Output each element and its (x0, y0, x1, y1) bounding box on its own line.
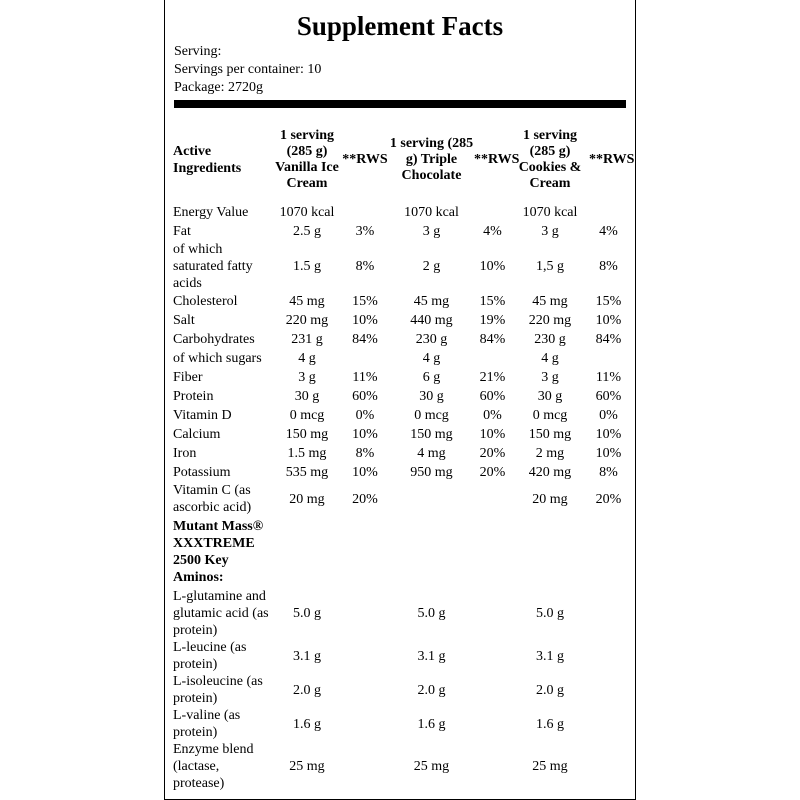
triple-chocolate-amount: 3 g (422, 224, 441, 239)
cookies-cream-rws: 0% (599, 408, 618, 423)
triple-chocolate-rws: 4% (483, 224, 502, 239)
nutrient-name: Salt (173, 313, 195, 328)
vanilla-amount: 231 g (291, 332, 323, 347)
amino-row (173, 707, 628, 741)
vanilla-rws (341, 349, 389, 368)
nutrient-name: Fiber (173, 370, 203, 385)
triple-chocolate-amino-amount: 25 mg (413, 759, 450, 774)
vanilla-rws: 3% (355, 224, 375, 239)
triple-chocolate-column-header: 1 serving (285 g) Triple Chocolate (389, 135, 474, 183)
cookies-cream-amount: 3 g (541, 370, 559, 385)
empty-cell (341, 673, 389, 707)
vanilla-rws: 0% (355, 408, 375, 423)
triple-chocolate-rws: 20% (479, 446, 506, 461)
triple-chocolate-amount: 30 g (419, 389, 444, 404)
nutrient-row (173, 241, 628, 292)
amino-heading: Mutant Mass® XXXTREME 2500 Key Aminos: (173, 519, 264, 585)
column-header-row (173, 116, 628, 203)
triple-chocolate-amount: 950 mg (410, 465, 453, 480)
cookies-cream-rws: 11% (595, 370, 622, 385)
cookies-cream-amount: 30 g (537, 389, 563, 404)
nutrient-row (173, 311, 628, 330)
empty-cell (341, 707, 389, 741)
vanilla-amount: 3 g (298, 370, 316, 385)
nutrient-name: Carbohydrates (173, 332, 255, 347)
nutrient-row (173, 330, 628, 349)
cookies-cream-amount: 45 mg (532, 294, 568, 309)
cookies-cream-amount: 4 g (541, 351, 559, 366)
triple-chocolate-amount (389, 482, 474, 516)
nutrient-name: Cholesterol (173, 294, 238, 309)
triple-chocolate-amount: 150 mg (410, 427, 453, 442)
triple-chocolate-rws: 0% (483, 408, 502, 423)
nutrient-name: Calcium (173, 427, 221, 442)
empty-cell (474, 639, 511, 673)
cookies-cream-amount: 1,5 g (536, 259, 564, 274)
vanilla-amount: 20 mg (289, 491, 325, 507)
supplement-facts-panel (164, 0, 636, 800)
triple-chocolate-rws: 10% (479, 427, 506, 442)
cookies-cream-amount: 220 mg (528, 313, 572, 328)
vanilla-amount: 1070 kcal (279, 205, 335, 220)
amino-name: L-isoleucine (as protein) (173, 674, 263, 706)
triple-chocolate-amount: 4 g (422, 351, 441, 366)
triple-chocolate-rws: 84% (479, 332, 506, 347)
nutrient-row (173, 406, 628, 425)
nutrient-rows (173, 203, 628, 516)
amino-row (173, 673, 628, 707)
triple-chocolate-rws: 20% (479, 465, 506, 480)
vanilla-amino-amount: 1.6 g (293, 716, 321, 732)
cookies-cream-rws: 60% (595, 389, 622, 404)
nutrient-name: Fat (173, 224, 191, 239)
empty-cell (474, 673, 511, 707)
vanilla-rws: 15% (352, 294, 378, 309)
vanilla-rws: 10% (352, 427, 378, 442)
cookies-cream-rws (589, 203, 628, 222)
triple-chocolate-amount: 4 mg (417, 446, 446, 461)
triple-chocolate-amount: 0 mcg (414, 408, 449, 423)
amino-row (173, 741, 628, 792)
cookies-cream-amount: 2 mg (535, 446, 565, 461)
cookies-cream-amino-amount: 2.0 g (536, 682, 564, 698)
vanilla-rws: 60% (352, 389, 378, 404)
triple-chocolate-amino-amount: 1.6 g (417, 716, 446, 732)
nutrient-name: Iron (173, 446, 197, 461)
nutrient-name: Energy Value (173, 205, 249, 220)
cookies-cream-amount: 20 mg (532, 491, 568, 507)
nutrient-name: of which saturated fatty acids (173, 242, 253, 291)
cookies-cream-rws: 84% (595, 332, 622, 347)
triple-chocolate-amount: 1070 kcal (404, 205, 459, 220)
triple-chocolate-rws: 60% (479, 389, 506, 404)
cookies-cream-column-header: 1 serving (285 g) Cookies & Cream (518, 127, 582, 191)
nutrient-row (173, 292, 628, 311)
vanilla-amount: 2.5 g (293, 224, 321, 239)
cookies-cream-rws: 10% (595, 313, 622, 328)
nutrient-row (173, 425, 628, 444)
triple-chocolate-amount: 6 g (422, 370, 441, 385)
cookies-cream-rws: 4% (599, 224, 618, 239)
triple-chocolate-amount: 230 g (415, 332, 448, 347)
nutrient-name: Vitamin C (as ascorbic acid) (173, 483, 252, 515)
nutrient-row (173, 203, 628, 222)
vanilla-amino-amount: 3.1 g (293, 648, 321, 664)
servings-per-container: Servings per container: 10 (174, 62, 322, 77)
triple-chocolate-rws: 15% (479, 294, 506, 309)
amino-name: Enzyme blend (lactase, protease) (173, 742, 254, 791)
triple-chocolate-amino-amount: 2.0 g (417, 682, 446, 698)
cookies-cream-amount: 0 mcg (532, 408, 568, 423)
cookies-cream-amount: 3 g (541, 224, 559, 239)
cookies-cream-amount: 150 mg (528, 427, 572, 442)
triple-chocolate-amount: 45 mg (413, 294, 450, 309)
amino-name: L-glutamine and glutamic acid (as protein) (173, 589, 269, 638)
amino-name: L-leucine (as protein) (173, 640, 247, 672)
empty-cell (589, 639, 628, 673)
empty-cell (474, 741, 511, 792)
vanilla-amount: 1.5 g (293, 259, 321, 274)
vanilla-rws: 10% (352, 465, 378, 480)
vanilla-rws: 8% (355, 446, 375, 461)
vanilla-amount: 150 mg (285, 427, 329, 442)
vanilla-amount: 220 mg (285, 313, 329, 328)
cookies-cream-amino-amount: 5.0 g (536, 606, 564, 621)
triple-chocolate-rws: 21% (479, 370, 506, 385)
amino-row (173, 588, 628, 639)
cookies-cream-rws: 15% (595, 294, 622, 309)
package-size: Package: 2720g (174, 80, 264, 95)
vanilla-rws: 20% (352, 491, 378, 507)
rws-header-1: **RWS (342, 151, 388, 167)
empty-cell (589, 673, 628, 707)
nutrient-row (173, 387, 628, 406)
header-divider (174, 100, 626, 108)
cookies-cream-amino-amount: 3.1 g (536, 648, 564, 664)
nutrient-name: Protein (173, 389, 214, 404)
cookies-cream-rws: 8% (599, 465, 618, 480)
triple-chocolate-rws: 19% (479, 313, 506, 328)
cookies-cream-amino-amount: 1.6 g (536, 716, 564, 732)
vanilla-amino-amount: 25 mg (289, 759, 325, 774)
nutrient-name: Potassium (173, 465, 231, 480)
empty-cell (589, 588, 628, 639)
vanilla-amino-amount: 5.0 g (293, 606, 321, 621)
vanilla-amino-amount: 2.0 g (293, 682, 321, 698)
empty-cell (474, 588, 511, 639)
vanilla-amount: 45 mg (289, 294, 325, 309)
cookies-cream-rws: 8% (599, 259, 618, 274)
amino-row (173, 639, 628, 673)
triple-chocolate-rws (474, 203, 511, 222)
cookies-cream-amino-amount: 25 mg (532, 759, 568, 774)
rws-header-3: **RWS (589, 151, 635, 167)
nutrient-row (173, 444, 628, 463)
vanilla-amount: 535 mg (285, 465, 329, 480)
vanilla-rws: 11% (352, 370, 378, 385)
cookies-cream-amount: 1070 kcal (522, 205, 578, 220)
rws-header-2: **RWS (474, 151, 520, 167)
nutrient-name: of which sugars (173, 351, 262, 366)
vanilla-rws: 10% (352, 313, 378, 328)
nutrient-row (173, 222, 628, 241)
vanilla-rws: 8% (355, 259, 375, 274)
supplement-facts-table (173, 116, 635, 792)
vanilla-rws (341, 203, 389, 222)
vanilla-amount: 4 g (298, 351, 316, 366)
triple-chocolate-amino-amount: 5.0 g (417, 606, 446, 621)
amino-name: L-valine (as protein) (173, 708, 241, 740)
triple-chocolate-rws: 10% (479, 259, 506, 274)
triple-chocolate-rws (474, 482, 511, 516)
empty-cell (589, 741, 628, 792)
empty-cell (341, 639, 389, 673)
vanilla-amount: 30 g (294, 389, 320, 404)
nutrient-row (173, 349, 628, 368)
amino-heading-row (173, 516, 628, 588)
triple-chocolate-amount: 2 g (422, 259, 441, 274)
triple-chocolate-amount: 440 mg (410, 313, 453, 328)
cookies-cream-rws: 10% (595, 427, 622, 442)
amino-rows (173, 588, 628, 792)
serving-line: Serving: (174, 44, 222, 59)
cookies-cream-rws (589, 349, 628, 368)
nutrient-row (173, 482, 628, 516)
triple-chocolate-amino-amount: 3.1 g (417, 648, 446, 664)
nutrient-row (173, 463, 628, 482)
empty-cell (474, 707, 511, 741)
empty-cell (589, 707, 628, 741)
active-ingredients-header: Active Ingredients (173, 143, 242, 176)
vanilla-rws: 84% (352, 332, 378, 347)
cookies-cream-amount: 420 mg (528, 465, 572, 480)
vanilla-amount: 0 mcg (289, 408, 325, 423)
nutrient-name: Vitamin D (173, 408, 232, 423)
cookies-cream-rws: 10% (595, 446, 622, 461)
cookies-cream-amount: 230 g (534, 332, 566, 347)
vanilla-amount: 1.5 mg (287, 446, 327, 461)
empty-cell (341, 588, 389, 639)
amino-heading-section (173, 516, 628, 588)
nutrient-row (173, 368, 628, 387)
empty-cell (341, 741, 389, 792)
triple-chocolate-rws (474, 349, 511, 368)
vanilla-column-header: 1 serving (285 g) Vanilla Ice Cream (275, 127, 339, 191)
cookies-cream-rws: 20% (595, 491, 622, 507)
page-title: Supplement Facts (296, 11, 504, 41)
